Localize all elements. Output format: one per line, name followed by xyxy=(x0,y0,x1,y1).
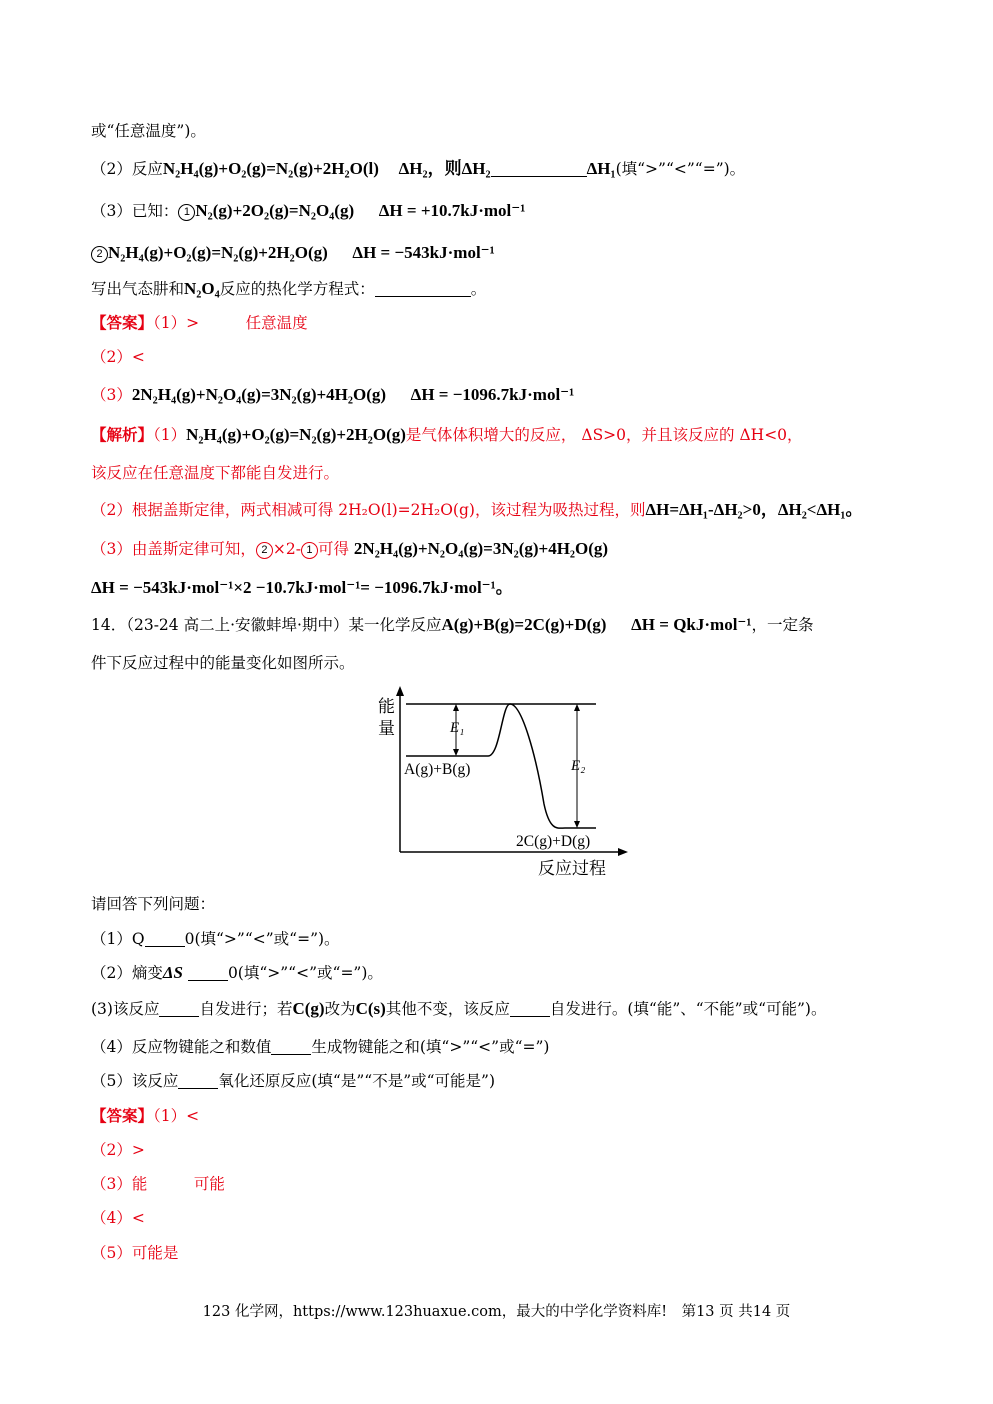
equation: 2N₂H₄(g)+N₂O₄(g)=3N₂(g)+4H₂O(g) xyxy=(353,539,609,558)
answer-blank xyxy=(178,1072,218,1089)
circled-number: 1 xyxy=(178,204,195,221)
answer-blank xyxy=(271,1038,311,1055)
explanation-3: （3）由盖斯定律可知， 2 ×2- 1 可得 2N₂H₄(g)+N₂O₄(g)=3N₂(g)+4H₂O(g) xyxy=(91,539,609,558)
sub-question-4: （4）反应物键能之和数值 生成物键能之和(填“>”“<”或“=”) xyxy=(91,1038,550,1056)
sub-question-3: (3)该反应 自发进行；若C(g)改为C(s)其他不变，该反应 自发进行。(填“能”、“不能”或“可能”)。 xyxy=(91,999,827,1018)
y-axis-label: 量 xyxy=(378,719,395,739)
circled-number: 1 xyxy=(301,542,318,559)
question-14-cont: 件下反应过程中的能量变化如图所示。 xyxy=(91,654,355,672)
e1-label: E₁ xyxy=(450,720,465,736)
circled-number: 2 xyxy=(256,542,273,559)
question-3: （3）已知： 1 N₂(g)+2O₂(g)=N₂O₄(g) ΔH = +10.7kJ·mol⁻¹ xyxy=(91,201,526,220)
answer-14-3: （3）能 可能 xyxy=(91,1175,225,1193)
equation: N₂H₄(g)+O₂(g)=N₂(g)+2H₂O(g) xyxy=(186,425,406,444)
answer-14-4: （4）< xyxy=(91,1209,145,1227)
explanation-1-cont: 该反应在任意温度下都能自发进行。 xyxy=(91,464,340,482)
answer-blank xyxy=(145,930,185,947)
question-2: （2）反应N₂H₄(g)+O₂(g)=N₂(g)+2H₂O(l) ΔH₂，则ΔH₂ ΔH₁(填“>”“<”“=”)。 xyxy=(91,159,746,178)
answer-14-2: （2）> xyxy=(91,1141,145,1159)
sub-question-1: （1）Q 0(填“>”“<”或“=”)。 xyxy=(91,930,340,948)
reactants-label: A(g)+B(g) xyxy=(404,761,471,778)
equation: N₂(g)+2O₂(g)=N₂O₄(g) xyxy=(195,201,355,220)
energy-diagram xyxy=(370,684,630,884)
equation: N₂H₄(g)+O₂(g)=N₂(g)+2H₂O(l) xyxy=(162,159,379,178)
x-axis-label: 反应过程 xyxy=(538,859,606,879)
explanation-1: 【解析】（1）N₂H₄(g)+O₂(g)=N₂(g)+2H₂O(g)是气体体积增大的反应， ΔS>0，并且该反应的 ΔH<0， xyxy=(91,425,803,444)
answer-blank xyxy=(188,964,228,981)
question-3-ask: 写出气态肼和N₂O₄反应的热化学方程式： 。 xyxy=(91,279,487,298)
products-label: 2C(g)+D(g) xyxy=(516,833,591,850)
equation: A(g)+B(g)=2C(g)+D(g) xyxy=(441,615,607,634)
answer-blank xyxy=(491,160,587,177)
answer-blank xyxy=(510,1000,550,1017)
explanation-2: （2）根据盖斯定律，两式相减可得 2H₂O(l)=2H₂O(g)，该过程为吸热过程，则ΔH=ΔH₁-ΔH₂>0，ΔH₂<ΔH₁。 xyxy=(91,500,863,519)
answer-blank xyxy=(375,280,471,297)
e2-label: E₂ xyxy=(571,758,586,774)
answer-14-1: 【答案】（1）< xyxy=(91,1106,200,1125)
equation-2: 2 N₂H₄(g)+O₂(g)=N₂(g)+2H₂O(g) ΔH = −543kJ·mol⁻¹ xyxy=(91,242,495,264)
answer-1: 【答案】（1）> 任意温度 xyxy=(91,313,308,332)
sub-question-2: （2）熵变ΔS 0(填“>”“<”或“=”)。 xyxy=(91,963,383,982)
question-14: 14．（23-24 高二上·安徽蚌埠·期中）某一化学反应A(g)+B(g)=2C(g)+D(g) ΔH = QkJ·mol⁻¹，一定条 xyxy=(91,615,814,634)
y-axis-label: 能 xyxy=(378,697,395,717)
answer-14-5: （5）可能是 xyxy=(91,1244,179,1262)
page-footer: 123 化学网，https://www.123huaxue.com，最大的中学化学资料库! 第13 页 共14 页 xyxy=(202,1304,791,1320)
circled-number: 2 xyxy=(91,246,108,263)
sub-question-5: （5）该反应 氧化还原反应(填“是”“不是”或“可能是”) xyxy=(91,1072,496,1090)
equation: N₂H₄(g)+O₂(g)=N₂(g)+2H₂O(g) xyxy=(108,243,328,262)
explanation-3-cont: ΔH = −543kJ·mol⁻¹×2 −10.7kJ·mol⁻¹= −1096.7kJ·mol⁻¹。 xyxy=(91,578,513,597)
equation: 2N₂H₄(g)+N₂O₄(g)=3N₂(g)+4H₂O(g) xyxy=(131,385,387,404)
answer-blank xyxy=(159,1000,199,1017)
answer-3: （3）2N₂H₄(g)+N₂O₄(g)=3N₂(g)+4H₂O(g) ΔH = −1096.7kJ·mol⁻¹ xyxy=(91,385,575,404)
answer-2: （2）< xyxy=(91,348,145,366)
text-line: 或“任意温度”)。 xyxy=(91,122,206,140)
ask-line: 请回答下列问题： xyxy=(91,895,216,913)
